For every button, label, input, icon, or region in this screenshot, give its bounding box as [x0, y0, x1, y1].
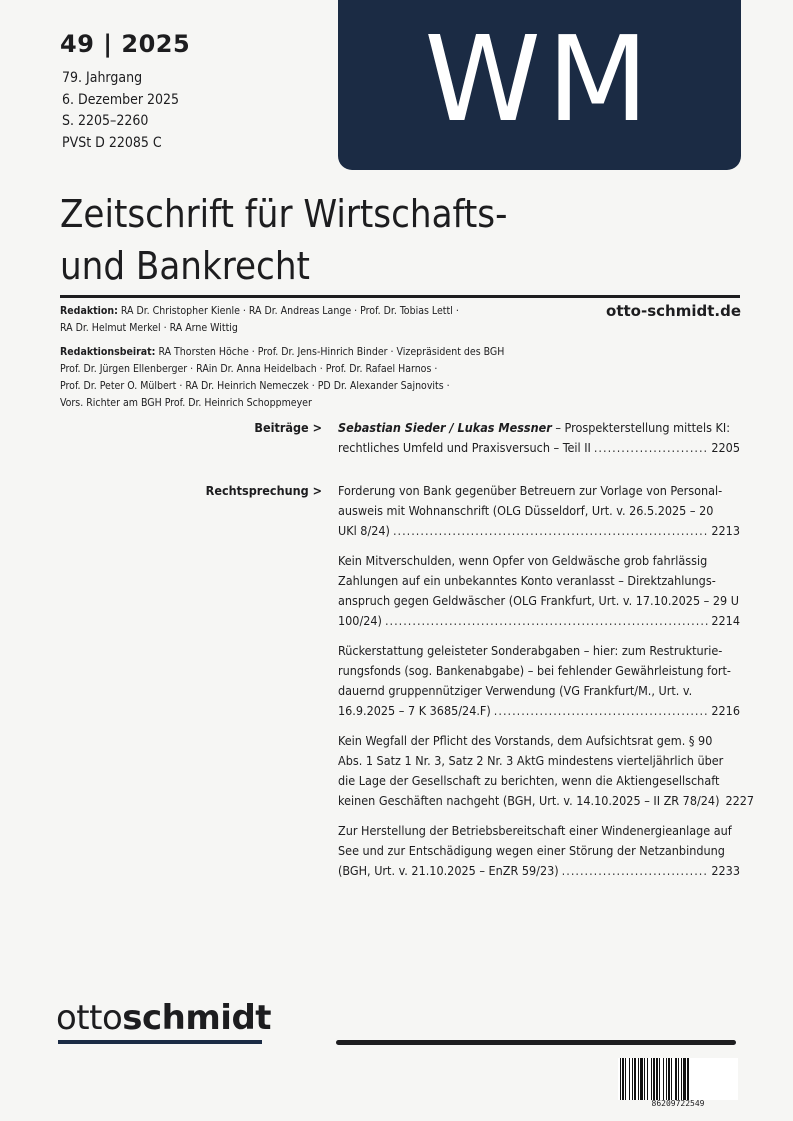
- leader-dots: [393, 521, 708, 541]
- entry-line: rungsfonds (sog. Bankenabgabe) – bei fehlender Gewährleistung fort-: [338, 663, 731, 678]
- barcode: [618, 1058, 738, 1100]
- entry-line: Zahlungen auf ein unbekanntes Konto veranlasst – Direktzahlungs-: [338, 573, 716, 588]
- entry-last-line: keinen Geschäften nachgeht (BGH, Urt. v. 14.10.2025 – II ZR 78/24): [338, 793, 720, 808]
- entry-page: 2214: [711, 613, 740, 628]
- entry-last-line: rechtliches Umfeld und Praxisversuch – Teil II: [338, 440, 591, 455]
- volume: 79. Jahrgang: [62, 70, 143, 86]
- entry-line: Kein Mitverschulden, wenn Opfer von Geldwäsche grob fahrlässig: [338, 553, 708, 568]
- barcode-number: 86209722549: [651, 1099, 705, 1108]
- leader-dots: [562, 861, 709, 881]
- leader-dots: [594, 438, 709, 458]
- issue-date: 6. Dezember 2025: [62, 92, 180, 108]
- beirat-line-3: Prof. Dr. Peter O. Mülbert · RA Dr. Heinrich Nemeczek · PD Dr. Alexander Sajnovits ·: [60, 380, 450, 392]
- entry-authors: Sebastian Sieder / Lukas Messner: [338, 420, 552, 435]
- section-rechtsprechung: Rechtsprechung >: [205, 483, 322, 498]
- logo-text: WM: [424, 10, 655, 148]
- toc-entry[interactable]: [338, 481, 740, 541]
- leader-dots: [494, 701, 709, 721]
- title-line-1: Zeitschrift für Wirtschafts-: [60, 192, 508, 236]
- beirat-label: Redaktionsbeirat:: [60, 346, 156, 358]
- footer-rule: [336, 1040, 736, 1045]
- toc-entry[interactable]: [338, 821, 740, 881]
- postal-number: PVSt D 22085 C: [62, 135, 162, 151]
- beirat-line-4: Vors. Richter am BGH Prof. Dr. Heinrich Schoppmeyer: [60, 397, 312, 409]
- redaktion-label: Redaktion:: [60, 305, 118, 317]
- entry-page: 2216: [711, 703, 740, 718]
- entry-line: See und zur Entschädigung wegen einer Störung der Netzanbindung: [338, 843, 725, 858]
- entry-line: Forderung von Bank gegenüber Betreuern zur Vorlage von Personal-: [338, 483, 723, 498]
- entry-line: Rückerstattung geleisteter Sonderabgaben – hier: zum Restrukturie-: [338, 643, 723, 658]
- entry-last-line: (BGH, Urt. v. 21.10.2025 – EnZR 59/23): [338, 863, 559, 878]
- redaktionsbeirat: [60, 344, 620, 412]
- entry-line: ausweis mit Wohnanschrift (OLG Düsseldorf, Urt. v. 26.5.2025 – 20: [338, 503, 714, 518]
- entry-last-line: 100/24): [338, 613, 382, 628]
- redaktion: [60, 303, 560, 337]
- entry-line: Abs. 1 Satz 1 Nr. 3, Satz 2 Nr. 3 AktG mindestens vierteljährlich über: [338, 753, 724, 768]
- leader-dots: [385, 611, 708, 631]
- page-range: S. 2205–2260: [62, 113, 149, 129]
- redaktion-line-1: RA Dr. Christopher Kienle · RA Dr. Andreas Lange · Prof. Dr. Tobias Lettl ·: [120, 305, 459, 317]
- entry-line: anspruch gegen Geldwäscher (OLG Frankfurt, Urt. v. 17.10.2025 – 29 U: [338, 593, 739, 608]
- issue-number: 49 | 2025: [60, 30, 191, 58]
- toc-entry[interactable]: [338, 418, 740, 458]
- website-link[interactable]: otto-schmidt.de: [606, 302, 741, 320]
- entry-line: dauernd gruppennütziger Verwendung (VG Frankfurt/M., Urt. v.: [338, 683, 693, 698]
- publisher-logo: [56, 998, 271, 1038]
- entry-page: 2213: [711, 523, 740, 538]
- wm-logo: [338, 0, 741, 170]
- entry-line: Zur Herstellung der Betriebsbereitschaft einer Windenergieanlage auf: [338, 823, 732, 838]
- entry-page: 2205: [711, 440, 740, 455]
- beirat-line-2: Prof. Dr. Jürgen Ellenberger · RAin Dr. Anna Heidelbach · Prof. Dr. Rafael Harnos ·: [60, 363, 438, 375]
- brand-light: otto: [56, 998, 123, 1038]
- toc-entry[interactable]: [338, 551, 740, 631]
- title-line-2: und Bankrecht: [60, 244, 310, 288]
- beirat-line-1: RA Thorsten Höche · Prof. Dr. Jens-Hinrich Binder · Vizepräsident des BGH: [158, 346, 505, 358]
- journal-title: [60, 188, 507, 292]
- entry-title: – Prospekterstellung mittels KI:: [551, 420, 730, 435]
- entry-line: die Lage der Gesellschaft zu berichten, wenn die Aktiengesellschaft: [338, 773, 720, 788]
- brand-underline: [58, 1040, 262, 1044]
- redaktion-line-2: RA Dr. Helmut Merkel · RA Arne Wittig: [60, 322, 238, 334]
- brand-bold: schmidt: [122, 998, 272, 1038]
- entry-last-line: UKl 8/24): [338, 523, 390, 538]
- toc-entry[interactable]: [338, 641, 740, 721]
- toc-entry[interactable]: [338, 731, 755, 811]
- title-rule: [60, 295, 740, 298]
- section-beitraege: Beiträge >: [254, 420, 322, 435]
- entry-line: Kein Wegfall der Pflicht des Vorstands, dem Aufsichtsrat gem. § 90: [338, 733, 713, 748]
- entry-last-line: 16.9.2025 – 7 K 3685/24.F): [338, 703, 491, 718]
- entry-page: 2233: [711, 863, 740, 878]
- entry-page: 2227: [725, 793, 755, 808]
